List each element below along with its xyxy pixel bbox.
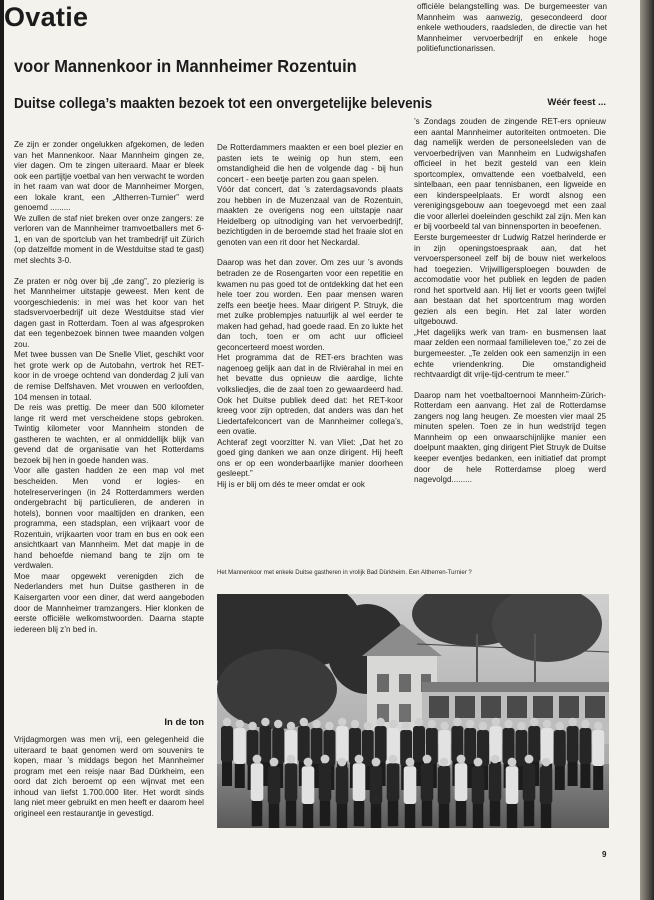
article-column-3-top: [417, 2, 607, 55]
magazine-page: [4, 0, 644, 900]
paragraph: Achteraf zegt voorzitter N. van Vliet: „Dat het zo goed ging danken we aan onze dirigent. Hij heeft ons er op een wonderbaarlijke manier doorheen gesleept.”: [217, 437, 403, 479]
group-photo-image: [217, 594, 609, 828]
page-edge: [640, 0, 654, 900]
article-column-1-continued: [14, 735, 204, 819]
paragraph: Ze praten er nòg over bij „de zang”, zo plezierig is het Mannheimer uitstapje geweest. Men kent de voorgeschiedenis: in mei was het koor van het stadsvervoerbedrijf uit deze Westduitse stad vier dagen gast in Rotterdam. Toen al was afgesproken dat een tegenbezoek binnen twee maanden volgen zou.: [14, 276, 204, 349]
paragraph: Hij is er blij om dés te meer omdat er ook: [217, 479, 365, 489]
paragraph: Eerste burgemeester dr Ludwig Ratzel herinderde er in zijn openingstoespraak aan, dat het vervoerspersoneel zelf bij de bouw niet werkeloos had toegezien. Vrijwilligersploegen bouwden de accomodatie voor het publiek en legden de paden rond het sportveld aan. Hij liet er voorts geen twijfel aan bestaan dat het sportcentrum mag worden gezien als een begin. Het zal later worden uitgebouwd.: [414, 233, 606, 327]
paragraph: Het programma dat de RET-ers brachten was nagenoeg gelijk aan dat in de Rivièrahal in mei en het bevatte dus opnieuw die aardige, lichte volksliedjes, die de zaal toen zo gewaardeerd had. Ook het Duitse publiek deed dat: het RET-koor kreeg voor zijn optreden, dat anders was dan het Liedertafelconcert van de Mannheimer collega’s, een ovatie.: [217, 353, 403, 437]
paragraph: Daarop was het dan zover. Om zes uur ’s avonds betraden ze de Rosengarten voor een repetitie en kwamen nu pas goed tot de ontdekking dat het een hele toer zou worden. Een paar mensen waren zelfs een beetje hees. Maar dirigent P. Struyk, die met zulke problempjes natuurlijk al wel eerder te maken had gehad, had goede raad. En zo lukte het dan toch, toen er om acht uur officieel geconcerteerd moest worden.: [217, 258, 403, 352]
paragraph: We zullen de staf niet breken over onze zangers: ze verloren van de Mannheimer tramvoetballers met 6-1, en van de sportclub van het trambedrijf uit Zürich (op datzelfde moment in de Westduitse stad te gast) met slechts 3-0.: [14, 213, 204, 266]
deck: Duitse collega’s maakten bezoek tot een onvergetelijke belevenis: [14, 95, 433, 112]
paragraph: „Het dagelijks werk van tram- en busmensen laat maar zelden een normaal familieleven toe,” zo zei de burgemeester. „Te zelden ook een samenzijn in een echte vriendenkring. Die omstandigheid rechtvaardigt dit vrije-tijd-centrum te meer.”: [414, 327, 606, 380]
paragraph: officiële belangstelling was. De burgemeester van Mannheim was aanwezig, gesecondeerd door enkele wethouders, raadsleden, de directie van het Mannheimer vervoerbedrijf en enkele hoge politiefunctionarissen.: [417, 2, 607, 54]
section-heading-weer-feest: Wéér feest ...: [547, 97, 606, 108]
paragraph: Ze zijn er zonder ongelukken afgekomen, de leden van het Mannenkoor. Naar Mannheim gingen ze, vier dagen. Om te zingen uiteraard. Maar er bleek ook een partijtje voetbal van hen verwacht te worden in het raam van wat door de Mannheimer Morgen, een lokale krant, een „Altherren-Turnier” werd genoemd .........: [14, 140, 205, 213]
paragraph: Vrijdagmorgen was men vrij, een gelegenheid die uiteraard te baat genomen werd om souvenirs te kopen, maar ’s middags begon het Mannheimer program met een reisje naar Bad Dürkheim, een oord dat zich beroemt op een wijnvat met een inhoud van liefst 1.700.000 liter. Het wordt sinds lang niet meer gebruikt en men heeft er daarom heel origineel een restaurantje in gevestigd.: [14, 735, 204, 818]
paragraph: Vóór dat concert, dat ’s zaterdagsavonds plaats zou hebben in de Muzenzaal van de Rozentuin, maakten ze overigens nog een uitstapje naar Heidelberg op uitnodiging van het vervoerbedrijf, bezichtigden in de beroemde stad het fraaie slot en genoten van een rit door het Neckardal.: [217, 185, 403, 247]
article-column-1: [14, 140, 204, 635]
paragraph: De reis was prettig. De meer dan 500 kilometer lange rit werd met verscheidene stops gebroken. Twintig kilometer voor Mannheim stonden de gastheren te wachten, er al onmiddellijk blijk van gevend dat de organisatie van het Rotterdams bezoek bij hen in goede handen was.: [14, 403, 204, 465]
section-heading-in-de-ton: In de ton: [164, 717, 204, 728]
article-column-3: [414, 117, 606, 486]
paragraph: Met twee bussen van De Snelle Vliet, geschikt voor het grote werk op de Autobahn, vertrok het RET-koor in de vroege ochtend van donderdag 2 juli van de remise Delfshaven. Met vrouwen en verloofden, 104 mensen in totaal.: [14, 350, 204, 402]
page-number: 9: [602, 850, 607, 859]
headline: Ovatie: [4, 0, 92, 34]
paragraph: Daarop nam het voetbaltoernooi Mannheim-Zürich-Rotterdam een aanvang. Het zal de Rotterdamse zangers nog lang heugen. Ze moesten vier maal 25 minuten spelen. Toen ze in hun wedstrijd tegen Mannheim op een onwaarschijnlijke manier een doelpunt maakten, ging dirigent Piet Struyk de Duitse keeper eventjes bedanken, een initiatief dat prompt door de hele Rotterdamse ploeg werd nagevolgd.........: [414, 390, 606, 485]
paragraph: De Rotterdammers maakten er een boel plezier en pasten iets te weinig op hun stem, een omstandigheid die hen de volgende dag - bij hun concert - een beetje parten zou gaan spelen.: [217, 143, 403, 184]
paragraph: Voor alle gasten hadden ze een map vol met bescheiden. Men vond er logies- en hotelreserveringen (in 24 Rotterdammers werden ondergebracht bij particulieren, de anderen in hotels), bonnen voor maaltijden en dranken, een programma, een stadsplan, een vrijkaart voor de Rozentuin, vrijkaarten voor tram en bus en ook een ansichtkaart van Mannheim. Met dat mapje in de hand behoefde niemand bang te zijn om te verdwalen.: [14, 466, 204, 571]
photo-caption: Het Mannenkoor met enkele Duitse gastheren in vrolijk Bad Dürkheim. Een Altherren-Turnier ?: [217, 569, 472, 576]
subheadline: voor Mannenkoor in Mannheimer Rozentuin: [14, 56, 357, 76]
paragraph: ’s Zondags zouden de zingende RET-ers opnieuw een aantal Mannheimer autoriteiten ontmoeten. Die dag namelijk werden de personeelsleden van de vervoerbedrijven van Mannheim en Ludwigshafen officieel in het bezit gesteld van een klein sportcomplex, omvattende een voetbalveld, een sintelbaan, een paar tennisbanen, een ligweide en een kinderspeelplaats. Er wordt alsnog een verenigingsgebouw aan toegevoegd met een zaal die voor allerlei doeleinden geschikt zal zijn. Men kan er bij voorbeeld tal van binnensporten in beoefenen.: [414, 117, 606, 232]
group-photo: [217, 594, 609, 828]
article-column-2: [217, 143, 403, 491]
paragraph: Moe maar opgewekt verenigden zich de Nederlanders met hun Duitse gastheren in de Kaisergarten voor een diner, dat werd aangeboden door de Mannheimer tramzangers. Hier klonken de eerste officiële welkomstwoorden. Daarna stapte iedereen blij z’n bed in.: [14, 571, 204, 634]
